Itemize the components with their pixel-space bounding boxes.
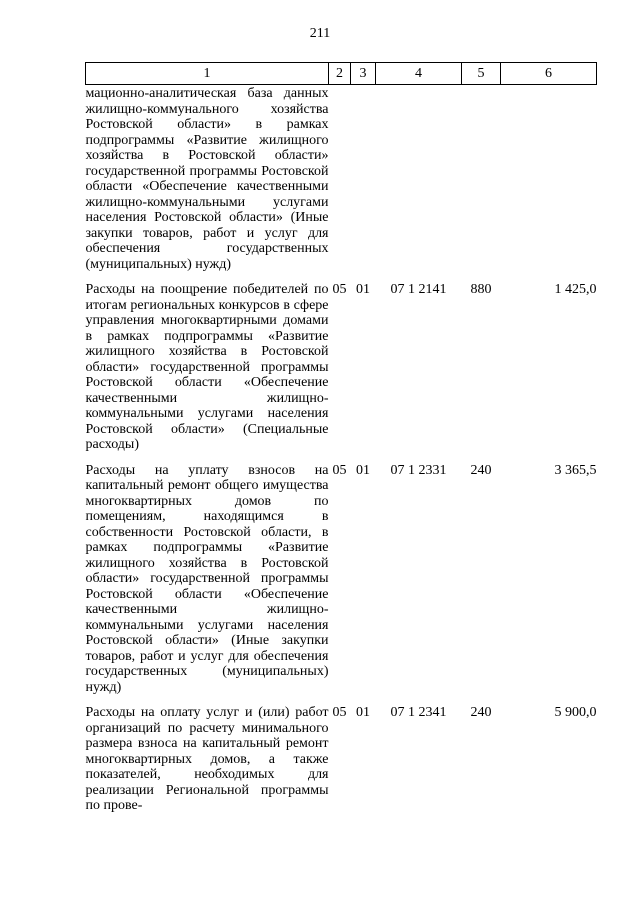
row-section: 05 [332,462,347,478]
table-row [86,705,597,814]
row-description: Расходы на оплату услуг и (или) работ организаций по расчету минимального размера взноса на капитальный ремонт многоквартирных домов, а также показателей, необходимых для реализации Региональной программы по прове- [85,705,329,813]
row-section: 05 [332,282,347,297]
header-row [86,63,597,85]
page-number: 211 [309,26,331,41]
row-description: Расходы на поощрение победителей по итогам региональных конкурсов в сфере управления многоквартирными домами в рамках подпрограммы «Развитие жилищного хозяйства в Ростовской области» государственной программы Ростовской области «Обеспечение качественными жилищно-коммунальными услугами населения Ростовской области» (Специальные расходы) [85,282,329,452]
table-row [86,85,597,273]
budget-table [85,62,597,814]
row-subsection [351,85,376,273]
row-amount: 3 365,5 [554,462,597,478]
row-amount [501,85,597,273]
row-section [329,85,351,273]
header-col-4: 4 [376,63,462,85]
row-amount: 5 900,0 [554,705,597,720]
table-row [86,463,597,696]
row-expense-type: 880 [470,282,492,297]
row-description: мационно-аналитическая база данных жилищно-коммунального хозяйства Ростовской области» в рамках подпрограммы «Развитие жилищного хозяйства в Ростовской области» государственной программы Ростовской области «Обеспечение качественными жилищно-коммунальными услугами населения Ростовской области» (Иные закупки товаров, работ и услуг для обеспечения государственных (муниципальных) нужд) [85,86,329,272]
row-target-code: 07 1 2141 [390,282,447,297]
row-expense-type: 240 [470,462,492,478]
row-description: Расходы на уплату взносов на капитальный ремонт общего имущества многоквартирных домов по помещениям, находящимся в собственности Ростовской области, в рамках подпрограммы «Развитие жилищного хозяйства в Ростовской области» государственной программы Ростовской области «Обеспечение качественными жилищно-коммунальными услугами населения Ростовской области» (Иные закупки товаров, работ и услуг для обеспечения государственных (муниципальных) нужд) [85,462,329,695]
row-target-code: 07 1 2331 [390,462,447,478]
row-expense-type [462,85,501,273]
header-col-6: 6 [501,63,597,85]
header-col-3: 3 [351,63,376,85]
row-target-code: 07 1 2341 [390,705,447,720]
row-target-code [376,85,462,273]
header-col-5: 5 [462,63,501,85]
row-subsection: 01 [356,705,370,720]
table-row [86,282,597,453]
row-section: 05 [332,705,347,720]
row-expense-type: 240 [470,705,492,720]
row-subsection: 01 [356,282,370,297]
header-col-1: 1 [86,63,329,85]
row-subsection: 01 [356,462,370,478]
header-col-2: 2 [329,63,351,85]
row-amount: 1 425,0 [554,282,597,297]
